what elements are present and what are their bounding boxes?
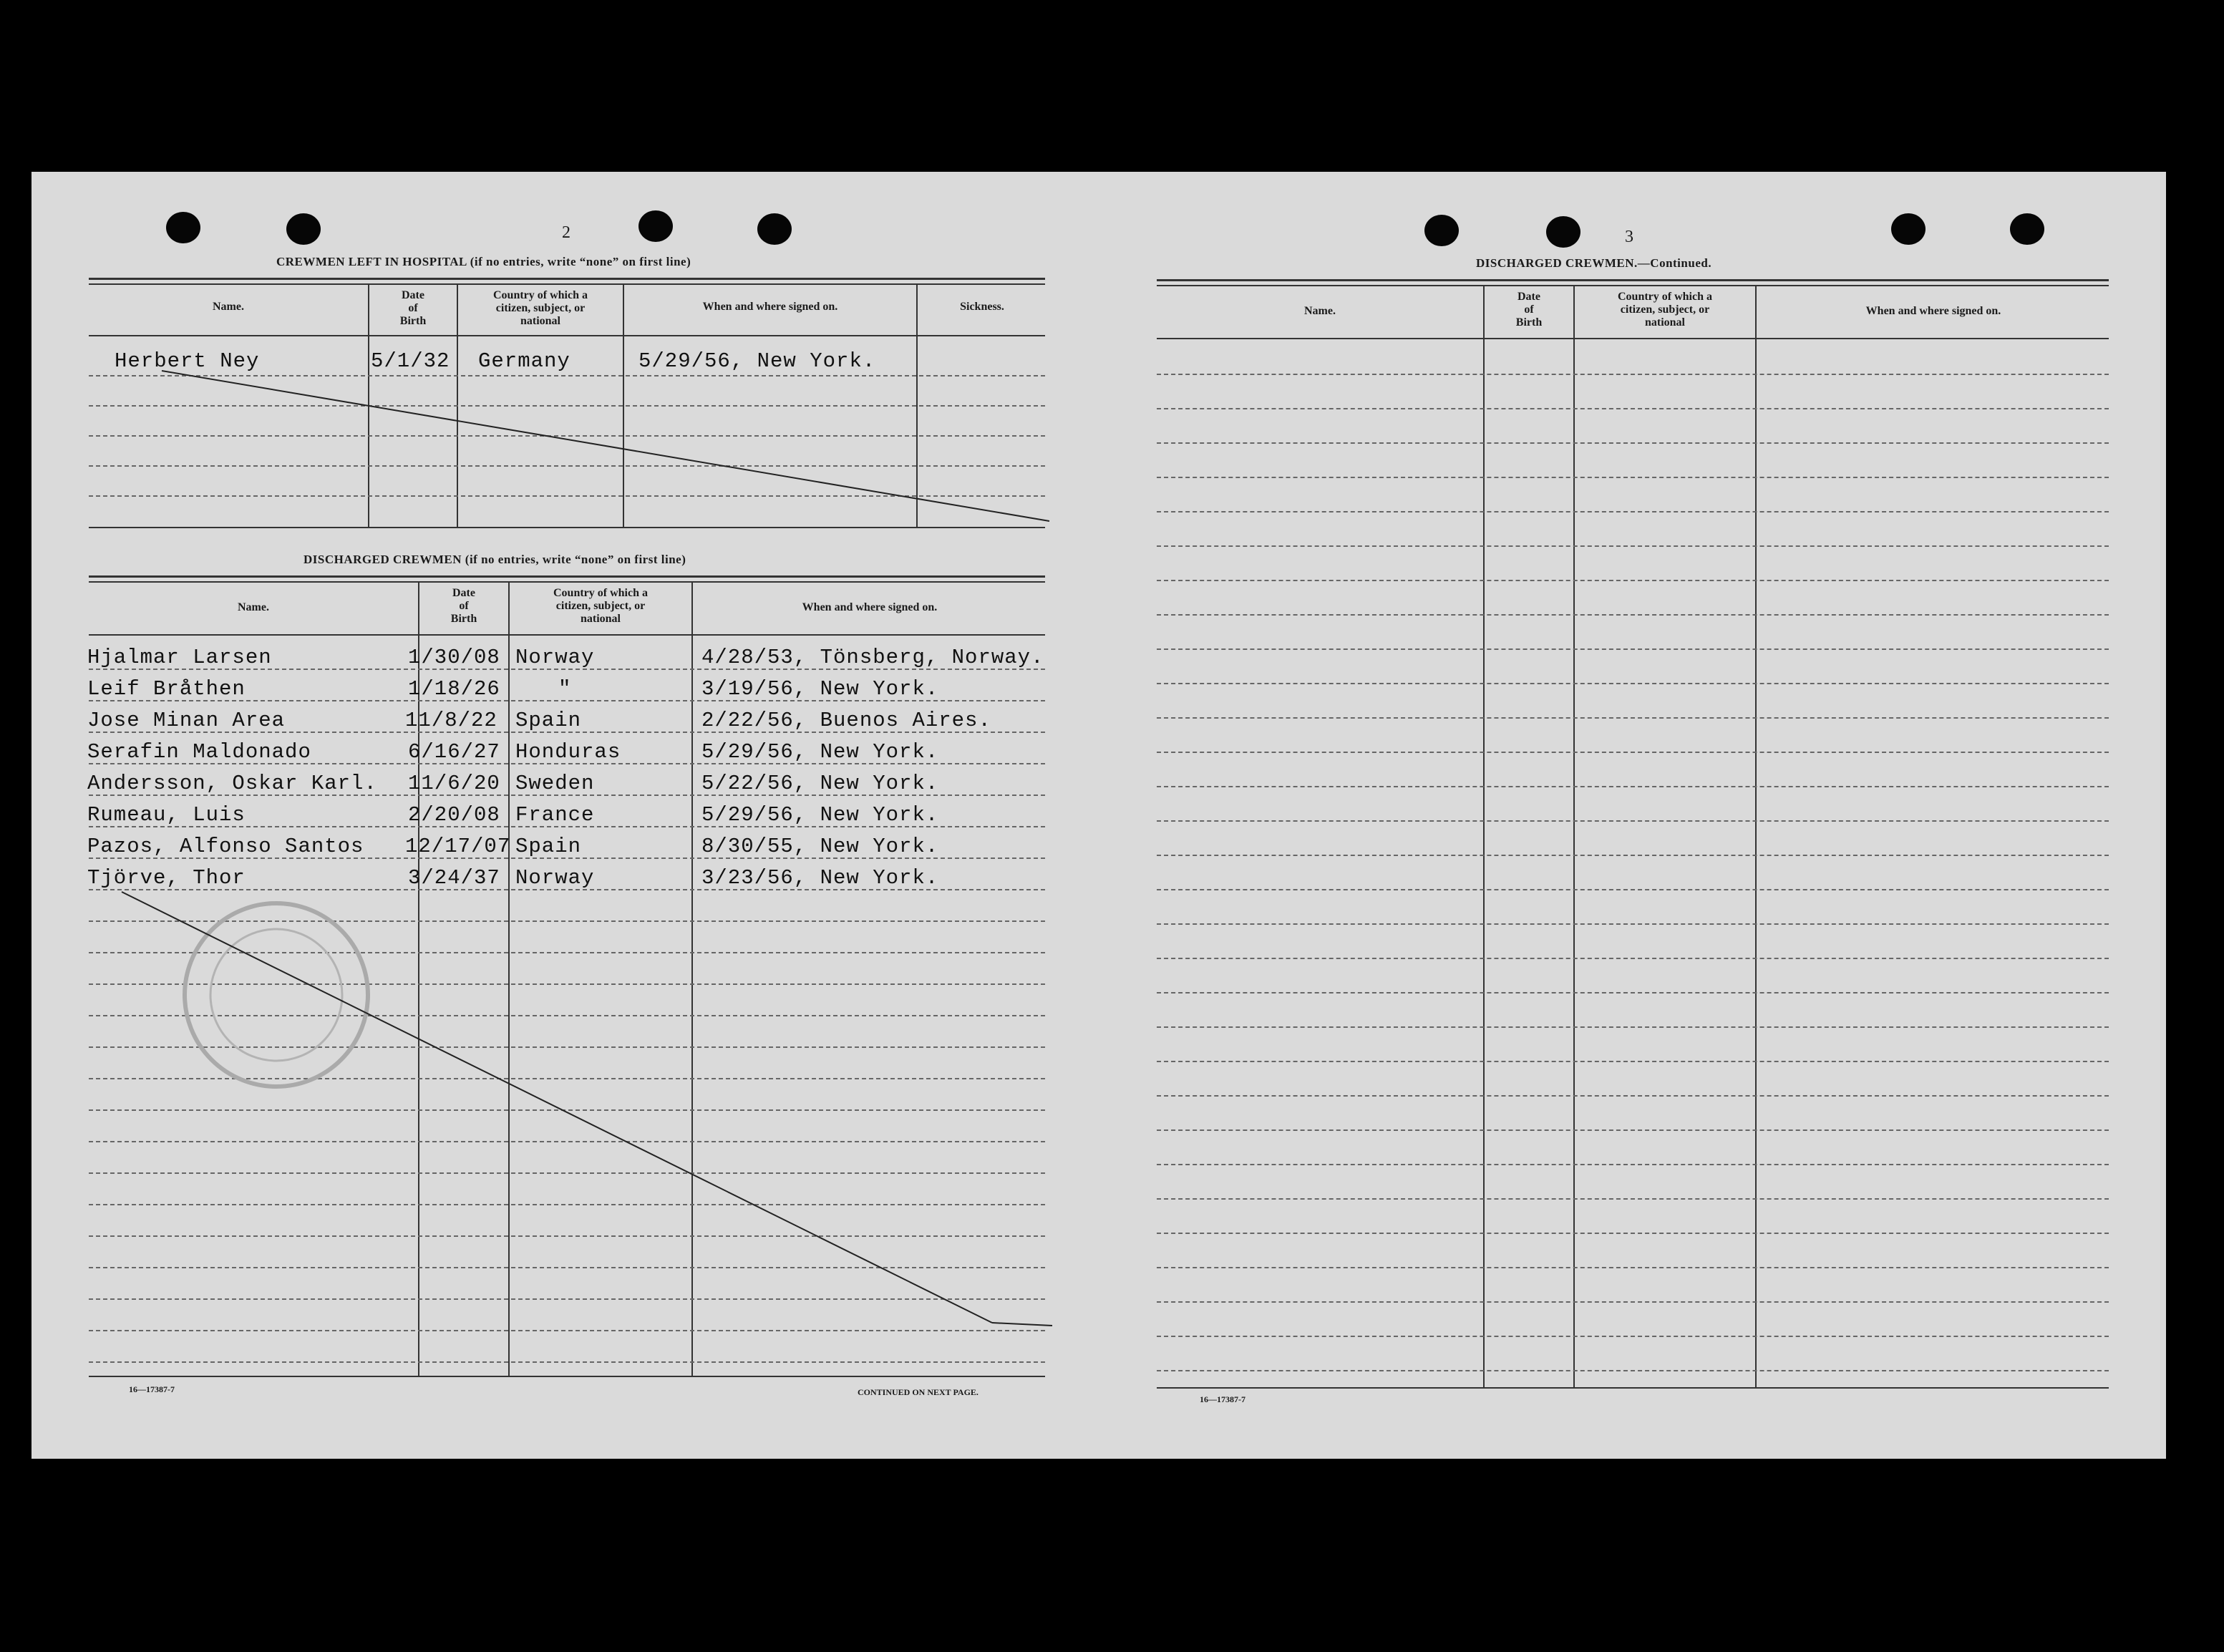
crewman-country: France (515, 803, 595, 827)
hospital-entry-signed-on: 5/29/56, New York. (638, 349, 876, 373)
ruled-line (1157, 511, 2109, 512)
ruled-line (1157, 1164, 2109, 1165)
discharged-cancel-tail (992, 1323, 1052, 1326)
page-number: 3 (1625, 228, 1633, 246)
ruled-line (1157, 1061, 2109, 1062)
hospital-entry-dob: 5/1/32 (371, 349, 450, 373)
crewman-dob: 3/24/37 (408, 866, 500, 890)
crewman-country: Honduras (515, 740, 621, 764)
page-number: 2 (562, 223, 570, 242)
crewman-dob: 6/16/27 (408, 740, 500, 764)
ruled-line (1157, 477, 2109, 478)
crewman-signed-on: 3/19/56, New York. (701, 677, 939, 701)
ruled-line (1157, 992, 2109, 993)
crewman-dob: 1/30/08 (408, 646, 500, 669)
column-header-name: Name. (213, 301, 244, 313)
crewman-country: " (558, 677, 572, 701)
column-header-name: Name. (1304, 305, 1336, 317)
discharged-continued-heading: DISCHARGED CREWMEN.—Continued. (1476, 256, 1712, 270)
crewman-signed-on: 4/28/53, Tönsberg, Norway. (701, 646, 1044, 669)
crewman-signed-on: 3/23/56, New York. (701, 866, 939, 890)
ruled-line (1157, 786, 2109, 787)
crewman-name: Andersson, Oskar Karl. (87, 772, 377, 795)
discharged-cancel-line (122, 892, 992, 1323)
crewman-country: Spain (515, 709, 582, 732)
crewman-signed-on: 5/22/56, New York. (701, 772, 939, 795)
ruled-line (1157, 752, 2109, 753)
ruled-line (1157, 442, 2109, 444)
column-header-signed-on: When and where signed on. (802, 601, 938, 613)
column-header-country: Country of which a citizen, subject, or national (1617, 291, 1712, 329)
crewman-country: Norway (515, 866, 595, 890)
crewman-dob: 2/20/08 (408, 803, 500, 827)
crewman-name: Tjörve, Thor (87, 866, 246, 890)
crewman-name: Leif Bråthen (87, 677, 246, 701)
column-header-date-of-birth: Date of Birth (399, 289, 427, 327)
crewman-country: Spain (515, 835, 582, 858)
ruled-line (1157, 408, 2109, 409)
ruled-line (1157, 1095, 2109, 1097)
crewman-name: Serafin Maldonado (87, 740, 311, 764)
ruled-line (1157, 648, 2109, 650)
crewman-signed-on: 5/29/56, New York. (701, 803, 939, 827)
hospital-entry-name: Herbert Ney (115, 349, 260, 373)
column-header-signed-on: When and where signed on. (702, 301, 838, 313)
crewman-name: Rumeau, Luis (87, 803, 246, 827)
column-header-date-of-birth: Date of Birth (450, 587, 477, 625)
right-table-bottom-rule (1157, 1387, 2109, 1389)
ruled-line (1157, 1370, 2109, 1371)
ruled-line (1157, 614, 2109, 616)
ruled-line (1157, 820, 2109, 822)
column-header-name: Name. (238, 601, 269, 613)
crewman-name: Pazos, Alfonso Santos (87, 835, 364, 858)
column-header-signed-on: When and where signed on. (1865, 305, 2001, 317)
ruled-line (1157, 1336, 2109, 1337)
form-number: 16—17387-7 (129, 1384, 175, 1394)
ruled-line (1157, 683, 2109, 684)
column-header-sickness: Sickness. (960, 301, 1004, 313)
ruled-line (1157, 1198, 2109, 1200)
crewman-country: Sweden (515, 772, 595, 795)
right-table-top-rule (1157, 285, 2109, 286)
ruled-line (1157, 1026, 2109, 1028)
ruled-line (1157, 1301, 2109, 1303)
column-divider (1573, 285, 1575, 1387)
ruled-line (1157, 717, 2109, 719)
hospital-cancel-line (162, 371, 1049, 521)
crewman-dob: 1/18/26 (408, 677, 500, 701)
discharged-heading: DISCHARGED CREWMEN (if no entries, write “none” on first line) (304, 553, 686, 566)
right-header-rule (1157, 338, 2109, 339)
column-divider (1755, 285, 1757, 1387)
crewman-dob: 11/6/20 (408, 772, 500, 795)
crewman-signed-on: 5/29/56, New York. (701, 740, 939, 764)
ruled-line (1157, 923, 2109, 925)
crewman-name: Jose Minan Area (87, 709, 286, 732)
ruled-line (1157, 545, 2109, 547)
column-header-country: Country of which a citizen, subject, or national (553, 587, 648, 625)
form-number: 16—17387-7 (1200, 1394, 1245, 1404)
crewman-dob: 12/17/07 (405, 835, 511, 858)
ruled-line (1157, 855, 2109, 856)
ruled-line (1157, 1233, 2109, 1234)
ruled-line (1157, 1267, 2109, 1268)
ruled-line (1157, 374, 2109, 375)
ruled-line (1157, 958, 2109, 959)
crewman-dob: 11/8/22 (405, 709, 497, 732)
column-header-country: Country of which a citizen, subject, or national (492, 289, 588, 327)
ruled-line (1157, 580, 2109, 581)
column-divider (1483, 285, 1485, 1387)
crewman-signed-on: 2/22/56, Buenos Aires. (701, 709, 991, 732)
crewman-name: Hjalmar Larsen (87, 646, 272, 669)
continued-note: CONTINUED ON NEXT PAGE. (858, 1387, 979, 1397)
right-table-top-rule (1157, 279, 2109, 281)
hospital-heading: CREWMEN LEFT IN HOSPITAL (if no entries, write “none” on first line) (276, 255, 691, 268)
hospital-entry-country: Germany (478, 349, 570, 373)
ruled-line (1157, 1129, 2109, 1131)
ruled-line (1157, 889, 2109, 890)
crewman-country: Norway (515, 646, 595, 669)
column-header-date-of-birth: Date of Birth (1515, 291, 1543, 329)
crewman-signed-on: 8/30/55, New York. (701, 835, 939, 858)
